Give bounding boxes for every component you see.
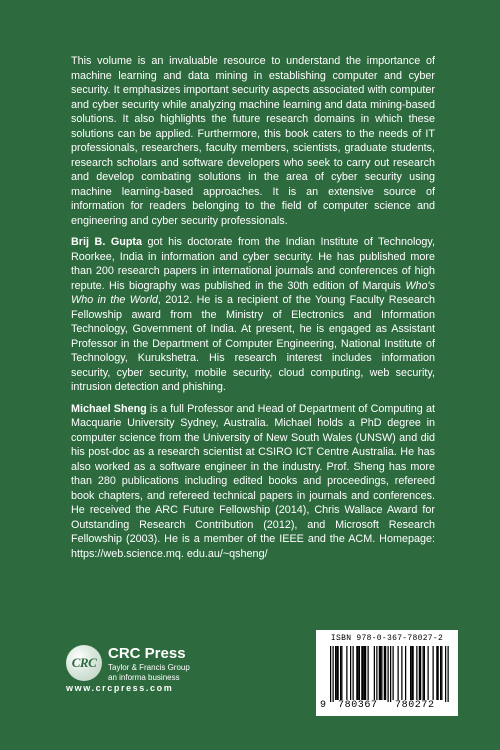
barcode-bar bbox=[413, 646, 414, 700]
book-description: This volume is an invaluable resource to understand the importance of machine learning and data mining in establishing computer and cyber security. It emphasizes important security aspects associated with computer and cyber security while analyzing machine learning and data mining-based solutions. It also highlights the future research domains in which these solutions can be applied. Furthermore, this book caters to the needs of IT professionals, researchers, faculty members, scientists, graduate students, research scholars and software developers who seek to carry out research and develop combating solutions in the area of cyber security using machine learning-based approaches. It is an extensive source of information for readers belonging to the field of computer science and engineering and cyber security professionals. bbox=[71, 55, 435, 227]
author-bio-sheng bbox=[71, 402, 435, 562]
barcode-bar bbox=[405, 646, 406, 700]
author-name-gupta: Brij B. Gupta bbox=[71, 236, 143, 248]
barcode-bar bbox=[356, 646, 357, 700]
bio-text: is a full Professor and Head of Department of Computing at Macquarie University Sydney, Australia. Michael holds a PhD degree in computer science from the University of New South Wales (UNSW) and did his post-doc as a research scientist at CSIRO ICT Centre Australia. He has also worked as a software engineer in the industry. Prof. Sheng has more than 280 publications including edited books and proceedings, refereed book chapters, and refereed technical papers in journals and conferences. He received the ARC Future Fellowship (2014), Chris Wallace Award for Outstanding Research Contribution (2012), and Microsoft Research Fellowship (2003). He is a member of the IEEE and the ACM. Homepage: https://web.science.mq. edu.au/~qsheng/ bbox=[71, 402, 435, 560]
barcode-bar bbox=[393, 646, 394, 700]
barcode-bar bbox=[346, 646, 347, 700]
bio-text: got his doctorate from the Indian Institute of Technology, Roorkee, India in information and cyber security. He has published more than 200 research papers in international journals and conferences of high repute. His biography was published in the 30th edition of Marquis bbox=[71, 236, 435, 292]
barcode-bar bbox=[380, 646, 381, 700]
barcode-bar bbox=[448, 646, 449, 702]
barcode-bar bbox=[336, 646, 337, 700]
ean-digits bbox=[316, 700, 458, 714]
barcode-bar bbox=[440, 646, 441, 700]
barcode-bar bbox=[445, 646, 446, 702]
barcode-bar bbox=[368, 646, 369, 700]
barcode-bar bbox=[411, 646, 412, 700]
crc-logo-icon bbox=[66, 645, 102, 681]
barcode-bars bbox=[316, 646, 458, 702]
publisher-group: Taylor & Francis Group bbox=[108, 663, 190, 672]
barcode-bar bbox=[340, 646, 341, 700]
barcode-bar bbox=[350, 646, 351, 700]
publisher-website: www.crcpress.com bbox=[66, 683, 174, 693]
ean-left-digits: 780367 bbox=[338, 700, 378, 711]
barcode-bar bbox=[419, 646, 420, 700]
logo-monogram: CRC bbox=[71, 655, 97, 670]
ean-right-digits: 780272 bbox=[395, 700, 435, 711]
barcode-bar bbox=[335, 646, 336, 700]
barcode-bar bbox=[338, 646, 339, 700]
barcode-bar bbox=[365, 646, 366, 700]
publisher-name: CRC Press bbox=[108, 645, 186, 662]
barcode-bar bbox=[358, 646, 359, 700]
barcode-bar bbox=[363, 646, 364, 700]
barcode-bar bbox=[384, 646, 385, 700]
isbn-label: ISBN 978-0-367-78027-2 bbox=[330, 634, 444, 643]
barcode-bar bbox=[330, 646, 331, 702]
barcode-bar bbox=[361, 646, 362, 700]
barcode-bar bbox=[436, 646, 437, 700]
barcode-bar bbox=[353, 646, 354, 700]
barcode-bar bbox=[428, 646, 429, 700]
barcode-bar bbox=[374, 646, 375, 700]
barcode-bar bbox=[390, 646, 391, 702]
barcode-bar bbox=[381, 646, 382, 700]
barcode-bar bbox=[416, 646, 417, 700]
back-cover-text bbox=[71, 54, 435, 568]
barcode-bar bbox=[401, 646, 402, 700]
bio-italic-title: Who's Who in the World bbox=[71, 279, 435, 306]
barcode-bar bbox=[423, 646, 424, 700]
barcode-bar bbox=[341, 646, 342, 700]
barcode-bar bbox=[364, 646, 365, 700]
author-bio-gupta bbox=[71, 235, 435, 395]
barcode-bar bbox=[441, 646, 442, 700]
barcode-bar bbox=[379, 646, 380, 700]
barcode-bar bbox=[333, 646, 334, 702]
barcode-bar bbox=[388, 646, 389, 702]
barcode-bar bbox=[420, 646, 421, 700]
barcode-bar bbox=[438, 646, 439, 700]
barcode-bar bbox=[424, 646, 425, 700]
barcode-bar bbox=[410, 646, 411, 700]
barcode-bar bbox=[385, 646, 386, 700]
barcode-bar bbox=[359, 646, 360, 700]
publisher-business: an informa business bbox=[108, 673, 180, 682]
ean-first-digit: 9 bbox=[320, 700, 327, 711]
barcode-bar bbox=[376, 646, 377, 700]
isbn-barcode bbox=[316, 630, 458, 716]
barcode-bar bbox=[433, 646, 434, 700]
barcode-bar bbox=[398, 646, 399, 700]
bio-text: , 2012. He is a recipient of the Young Faculty Research Fellowship award from the Ministry of Electronics and Information Technology, Government of India. At present, he is engaged as Assistant Professor in the Department of Computer Engineering, National Institute of Technology, Kurukshetra. His research interest includes information security, cyber security, mobile security, cloud computing, web security, intrusion detection and phishing. bbox=[71, 294, 435, 393]
author-name-sheng: Michael Sheng bbox=[71, 402, 147, 415]
